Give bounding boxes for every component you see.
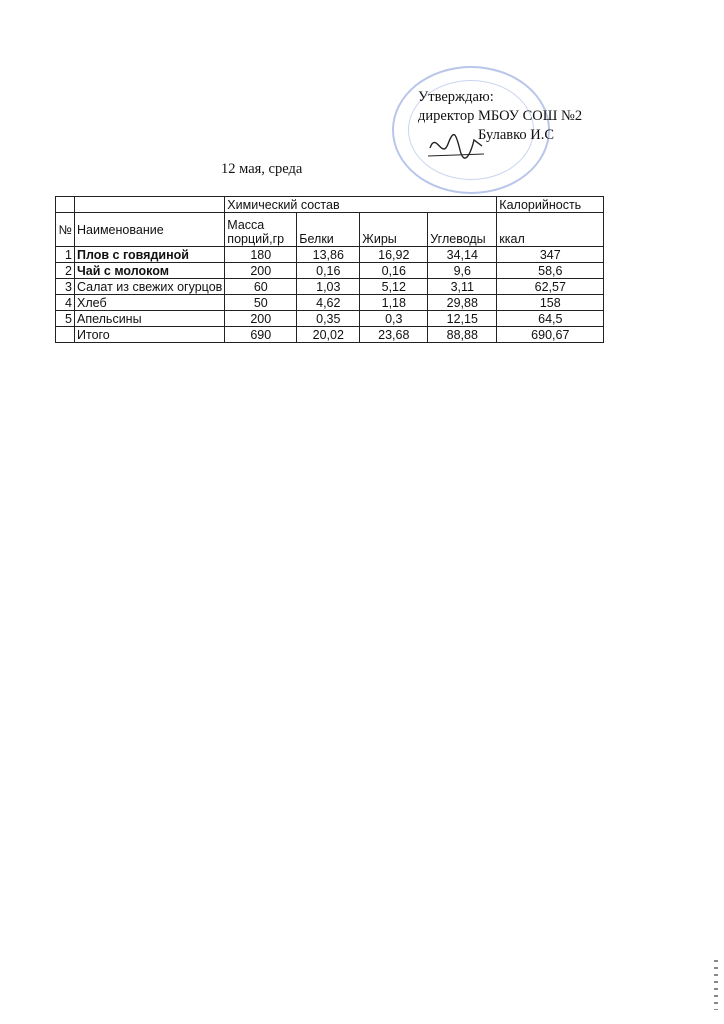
row-kcal: 58,6 — [497, 263, 604, 279]
row-name: Салат из свежих огурцов — [75, 279, 225, 295]
total-fat: 23,68 — [360, 327, 428, 343]
row-fat: 1,18 — [360, 295, 428, 311]
row-kcal: 62,57 — [497, 279, 604, 295]
approval-title: Утверждаю: — [418, 89, 494, 105]
row-no: 2 — [56, 263, 75, 279]
row-name: Плов с говядиной — [75, 247, 225, 263]
row-fat: 0,3 — [360, 311, 428, 327]
header-no: № — [56, 213, 75, 247]
row-fat: 0,16 — [360, 263, 428, 279]
header-blank — [56, 197, 75, 213]
header-calorie-group: Калорийность — [497, 197, 604, 213]
header-carbs: Углеводы — [428, 213, 497, 247]
total-carbs: 88,88 — [428, 327, 497, 343]
row-name: Хлеб — [75, 295, 225, 311]
header-protein: Белки — [297, 213, 360, 247]
row-carbs: 29,88 — [428, 295, 497, 311]
row-fat: 16,92 — [360, 247, 428, 263]
total-kcal: 690,67 — [497, 327, 604, 343]
row-name: Апельсины — [75, 311, 225, 327]
table-header-row-2 — [56, 213, 604, 247]
header-name: Наименование — [75, 213, 225, 247]
row-mass: 200 — [225, 311, 297, 327]
row-kcal: 158 — [497, 295, 604, 311]
row-protein: 0,35 — [297, 311, 360, 327]
signature-icon — [426, 126, 486, 166]
row-protein: 13,86 — [297, 247, 360, 263]
header-mass: Масса порций,гр — [225, 213, 297, 247]
scan-edge-dots — [714, 960, 718, 1010]
table-row — [56, 295, 604, 311]
row-no: 3 — [56, 279, 75, 295]
table-header-row-1 — [56, 197, 604, 213]
table-row — [56, 311, 604, 327]
row-fat: 5,12 — [360, 279, 428, 295]
table-row — [56, 279, 604, 295]
row-mass: 50 — [225, 295, 297, 311]
approval-signer: Булавко И.С — [478, 127, 555, 143]
header-fat: Жиры — [360, 213, 428, 247]
total-label: Итого — [75, 327, 225, 343]
header-kcal: ккал — [497, 213, 604, 247]
row-kcal: 347 — [497, 247, 604, 263]
row-mass: 200 — [225, 263, 297, 279]
total-mass: 690 — [225, 327, 297, 343]
table-row — [56, 263, 604, 279]
row-mass: 180 — [225, 247, 297, 263]
row-mass: 60 — [225, 279, 297, 295]
row-carbs: 12,15 — [428, 311, 497, 327]
menu-date: 12 мая, среда — [221, 161, 303, 177]
header-blank — [75, 197, 225, 213]
total-protein: 20,02 — [297, 327, 360, 343]
row-carbs: 9,6 — [428, 263, 497, 279]
total-no-blank — [56, 327, 75, 343]
table-total-row — [56, 327, 604, 343]
row-no: 4 — [56, 295, 75, 311]
row-protein: 0,16 — [297, 263, 360, 279]
menu-table — [55, 196, 604, 343]
row-no: 5 — [56, 311, 75, 327]
row-carbs: 34,14 — [428, 247, 497, 263]
row-no: 1 — [56, 247, 75, 263]
row-name: Чай с молоком — [75, 263, 225, 279]
approval-position: директор МБОУ СОШ №2 — [418, 108, 583, 124]
row-protein: 4,62 — [297, 295, 360, 311]
row-protein: 1,03 — [297, 279, 360, 295]
table-row — [56, 247, 604, 263]
header-chem-group: Химический состав — [225, 197, 497, 213]
row-carbs: 3,11 — [428, 279, 497, 295]
row-kcal: 64,5 — [497, 311, 604, 327]
